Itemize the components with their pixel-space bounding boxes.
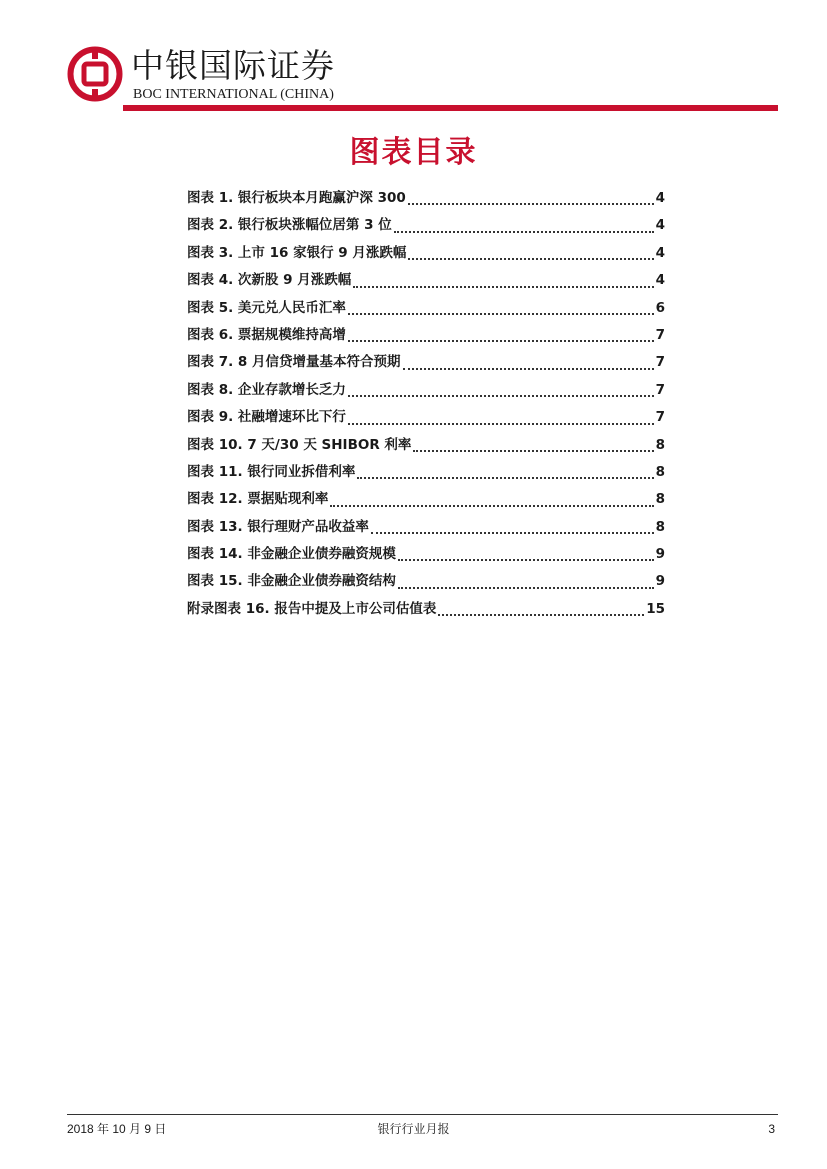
toc-entry[interactable] (187, 213, 665, 240)
toc-entry-label: 图表 9. 社融增速环比下行 (187, 409, 346, 426)
toc-dot-leader (438, 613, 644, 616)
toc-entry[interactable] (187, 323, 665, 350)
toc-entry-page: 6 (655, 299, 665, 316)
toc-entry[interactable] (187, 241, 665, 268)
toc-entry-page: 9 (655, 573, 665, 590)
toc-dot-leader (371, 531, 654, 534)
toc-entry-page: 8 (655, 518, 665, 535)
toc-entry[interactable] (187, 268, 665, 295)
toc-entry[interactable] (187, 542, 665, 569)
toc-entry-page: 9 (655, 546, 665, 563)
toc-entry[interactable] (187, 569, 665, 596)
toc-entry[interactable] (187, 460, 665, 487)
toc-entry-label: 图表 11. 银行同业拆借利率 (187, 463, 356, 480)
brand-name-en: BOC INTERNATIONAL (CHINA) (133, 87, 334, 102)
footer-date: 2018 年 10 月 9 日 (67, 1122, 167, 1136)
toc-entry-label: 图表 8. 企业存款增长乏力 (187, 381, 346, 398)
toc-dot-leader (408, 257, 653, 260)
brand-name-cn: 中银国际证券 (131, 46, 335, 85)
toc-dot-leader (348, 312, 654, 315)
toc-list (187, 186, 665, 624)
toc-entry-page: 7 (655, 354, 665, 371)
toc-entry-page: 8 (655, 436, 665, 453)
toc-dot-leader (330, 504, 653, 507)
toc-entry-label: 图表 10. 7 天/30 天 SHIBOR 利率 (187, 436, 412, 453)
toc-entry-label: 图表 2. 银行板块涨幅位居第 3 位 (187, 217, 392, 234)
toc-entry-page: 8 (655, 491, 665, 508)
toc-entry-page: 4 (655, 217, 665, 234)
toc-entry-page: 8 (655, 463, 665, 480)
toc-entry[interactable] (187, 515, 665, 542)
header-rule (123, 105, 778, 111)
toc-dot-leader (398, 558, 654, 561)
footer-report-name: 银行行业月报 (377, 1122, 450, 1136)
page-title: 图表目录 (349, 135, 478, 170)
toc-dot-leader (357, 476, 653, 479)
toc-entry-label: 图表 4. 次新股 9 月涨跌幅 (187, 272, 352, 289)
toc-entry[interactable] (187, 350, 665, 377)
toc-entry-label: 图表 5. 美元兑人民币汇率 (187, 299, 346, 316)
toc-entry[interactable] (187, 487, 665, 514)
toc-entry-label: 图表 15. 非金融企业债券融资结构 (187, 573, 396, 590)
toc-entry-page: 4 (655, 244, 665, 261)
toc-dot-leader (348, 339, 654, 342)
toc-entry[interactable] (187, 186, 665, 213)
toc-entry[interactable] (187, 296, 665, 323)
toc-entry-label: 图表 12. 票据贴现利率 (187, 491, 329, 508)
footer-rule (67, 1114, 778, 1115)
toc-dot-leader (348, 422, 654, 425)
toc-dot-leader (413, 449, 653, 452)
toc-entry-label: 图表 14. 非金融企业债券融资规模 (187, 546, 396, 563)
toc-entry[interactable] (187, 433, 665, 460)
toc-entry-page: 7 (655, 326, 665, 343)
toc-entry-label: 图表 7. 8 月信贷增量基本符合预期 (187, 354, 401, 371)
toc-entry-label: 附录图表 16. 报告中提及上市公司估值表 (187, 600, 437, 617)
toc-entry-page: 7 (655, 409, 665, 426)
toc-dot-leader (353, 285, 653, 288)
toc-entry-page: 4 (655, 272, 665, 289)
toc-entry-page: 4 (655, 190, 665, 206)
toc-dot-leader (408, 202, 654, 205)
toc-entry-label: 图表 13. 银行理财产品收益率 (187, 518, 369, 535)
toc-entry-label: 图表 6. 票据规模维持高增 (187, 326, 346, 343)
footer-page-number: 3 (768, 1122, 775, 1136)
toc-entry-page: 7 (655, 381, 665, 398)
toc-entry[interactable] (187, 405, 665, 432)
toc-dot-leader (398, 586, 654, 589)
boc-logo-icon (67, 46, 123, 102)
toc-entry[interactable] (187, 378, 665, 405)
toc-entry-page: 15 (646, 600, 665, 617)
toc-entry[interactable] (187, 597, 665, 624)
toc-dot-leader (394, 230, 654, 233)
toc-dot-leader (348, 394, 654, 397)
toc-entry-label: 图表 1. 银行板块本月跑赢沪深 300 (187, 190, 406, 206)
toc-entry-label: 图表 3. 上市 16 家银行 9 月涨跌幅 (187, 244, 407, 261)
toc-dot-leader (403, 367, 654, 370)
